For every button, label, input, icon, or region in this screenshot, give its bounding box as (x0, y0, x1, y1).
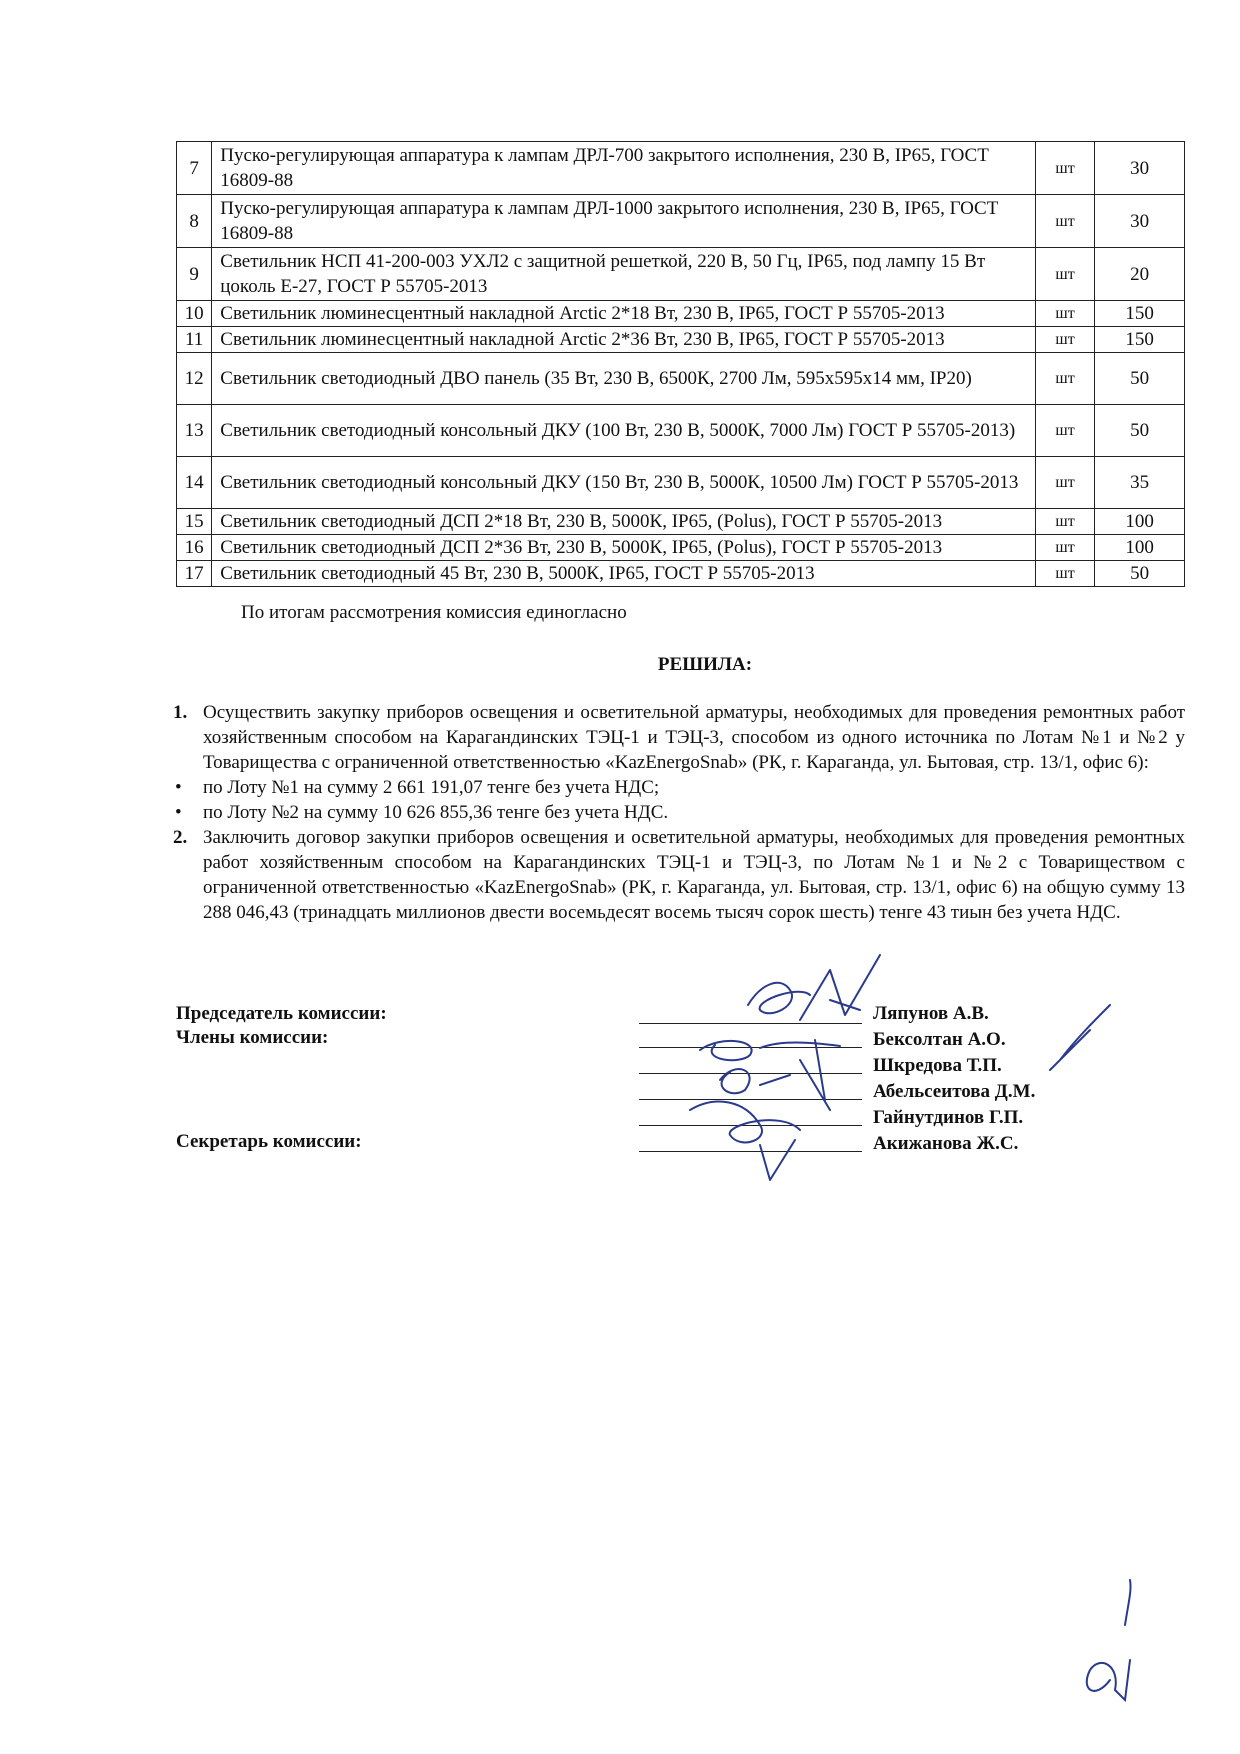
item-description: Светильник светодиодный консольный ДКУ (100 Вт, 230 В, 5000К, 7000 Лм) ГОСТ Р 55705-2013) (212, 405, 1036, 457)
decision-marker: 2. (173, 827, 188, 848)
decision-text: по Лоту №1 на сумму 2 661 191,07 тенге без учета НДС; (203, 777, 660, 798)
item-quantity: 35 (1095, 457, 1185, 509)
item-unit: шт (1035, 353, 1094, 405)
table-row (177, 509, 1185, 535)
signatory-name: Гайнутдинов Г.П. (873, 1107, 1024, 1128)
table-row (177, 248, 1185, 301)
item-description: Светильник люминесцентный накладной Arctic 2*36 Вт, 230 В, IP65, ГОСТ Р 55705-2013 (212, 327, 1036, 353)
signature-line (639, 1003, 862, 1152)
decisions-list (173, 700, 1185, 925)
row-number: 11 (177, 327, 212, 353)
item-unit: шт (1035, 405, 1094, 457)
item-quantity: 30 (1095, 195, 1185, 248)
decision-text: Заключить договор закупки приборов освещения и осветительной арматуры, необходимых для проведения ремонтных работ хозяйственным способом на Карагандинских ТЭЦ-1 и ТЭЦ-3, по Лотам №1 и №2 с Товариществом с ограниченной ответственностью «KazEnergoSnab» (РК, г. Караганда, ул. Бытовая, стр. 13/1, офис 6) на общую сумму 13 288 046,43 (тринадцать миллионов двести восемьдесят восемь тысяч сорок шесть) тенге 43 тиын без учета НДС. (203, 827, 1185, 923)
row-number: 13 (177, 405, 212, 457)
item-quantity: 150 (1095, 301, 1185, 327)
decision-marker: 1. (173, 702, 188, 723)
table-row (177, 405, 1185, 457)
item-unit: шт (1035, 561, 1094, 587)
item-unit: шт (1035, 327, 1094, 353)
row-number: 8 (177, 195, 212, 248)
item-description: Светильник светодиодный консольный ДКУ (150 Вт, 230 В, 5000К, 10500 Лм) ГОСТ Р 55705-2013 (212, 457, 1036, 509)
item-unit: шт (1035, 535, 1094, 561)
item-unit: шт (1035, 509, 1094, 535)
item-description: Светильник светодиодный ДСП 2*18 Вт, 230 В, 5000К, IP65, (Polus), ГОСТ Р 55705-2013 (212, 509, 1036, 535)
item-quantity: 30 (1095, 142, 1185, 195)
items-table-body (177, 142, 1185, 587)
signatory-name: Бексолтан А.О. (873, 1029, 1006, 1050)
row-number: 17 (177, 561, 212, 587)
signatory-name: Шкредова Т.П. (873, 1055, 1002, 1076)
decision-text: по Лоту №2 на сумму 10 626 855,36 тенге без учета НДС. (203, 802, 669, 823)
table-row (177, 561, 1185, 587)
item-quantity: 20 (1095, 248, 1185, 301)
row-number: 15 (177, 509, 212, 535)
item-unit: шт (1035, 457, 1094, 509)
signature-block (176, 1003, 1186, 1163)
item-unit: шт (1035, 301, 1094, 327)
item-unit: шт (1035, 248, 1094, 301)
signatory-name: Ляпунов А.В. (873, 1003, 989, 1024)
items-table (176, 141, 1185, 587)
item-quantity: 50 (1095, 353, 1185, 405)
item-quantity: 150 (1095, 327, 1185, 353)
secretary-label: Секретарь комиссии: (176, 1131, 362, 1152)
row-number: 12 (177, 353, 212, 405)
decision-title: РЕШИЛА: (657, 654, 753, 675)
decision-text: Осуществить закупку приборов освещения и осветительной арматуры, необходимых для проведения ремонтных работ хозяйственным способом на Карагандинских ТЭЦ-1 и ТЭЦ-3, способом из одного источника по Лотам №1 и №2 у Товарищества с ограниченной ответственностью «KazEnergoSnab» (РК, г. Караганда, ул. Бытовая, стр. 13/1, офис 6): (203, 702, 1185, 773)
bullet-marker: • (175, 777, 182, 798)
item-quantity: 100 (1095, 509, 1185, 535)
table-row (177, 195, 1185, 248)
item-quantity: 50 (1095, 561, 1185, 587)
row-number: 7 (177, 142, 212, 195)
signatory-name: Акижанова Ж.С. (873, 1133, 1019, 1154)
decision-item (173, 825, 1185, 925)
item-quantity: 100 (1095, 535, 1185, 561)
intro-text: По итогам рассмотрения комиссия единогласно (241, 602, 627, 623)
table-row (177, 457, 1185, 509)
members-label: Члены комиссии: (176, 1027, 329, 1048)
item-description: Светильник светодиодный ДВО панель (35 Вт, 230 В, 6500К, 2700 Лм, 595х595х14 мм, IP20) (212, 353, 1036, 405)
row-number: 10 (177, 301, 212, 327)
table-row (177, 327, 1185, 353)
page-mark (1087, 1580, 1131, 1700)
row-number: 16 (177, 535, 212, 561)
item-unit: шт (1035, 195, 1094, 248)
table-row (177, 142, 1185, 195)
item-description: Светильник НСП 41-200-003 УХЛ2 с защитной решеткой, 220 В, 50 Гц, IP65, под лампу 15 Вт цоколь Е-27, ГОСТ Р 55705-2013 (212, 248, 1036, 301)
item-unit: шт (1035, 142, 1094, 195)
table-row (177, 353, 1185, 405)
table-row (177, 535, 1185, 561)
decision-item (173, 800, 1185, 825)
row-number: 9 (177, 248, 212, 301)
item-description: Светильник люминесцентный накладной Arctic 2*18 Вт, 230 В, IP65, ГОСТ Р 55705-2013 (212, 301, 1036, 327)
decision-item (173, 775, 1185, 800)
row-number: 14 (177, 457, 212, 509)
item-quantity: 50 (1095, 405, 1185, 457)
decision-item (173, 700, 1185, 775)
item-description: Пуско-регулирующая аппаратура к лампам ДРЛ-700 закрытого исполнения, 230 В, IP65, ГОСТ 16809-88 (212, 142, 1036, 195)
item-description: Светильник светодиодный ДСП 2*36 Вт, 230 В, 5000К, IP65, (Polus), ГОСТ Р 55705-2013 (212, 535, 1036, 561)
bullet-marker: • (175, 802, 182, 823)
chairman-label: Председатель комиссии: (176, 1003, 387, 1024)
item-description: Пуско-регулирующая аппаратура к лампам ДРЛ-1000 закрытого исполнения, 230 В, IP65, ГОСТ 16809-88 (212, 195, 1036, 248)
signatory-name: Абельсеитова Д.М. (873, 1081, 1036, 1102)
item-description: Светильник светодиодный 45 Вт, 230 В, 5000К, IP65, ГОСТ Р 55705-2013 (212, 561, 1036, 587)
table-row (177, 301, 1185, 327)
